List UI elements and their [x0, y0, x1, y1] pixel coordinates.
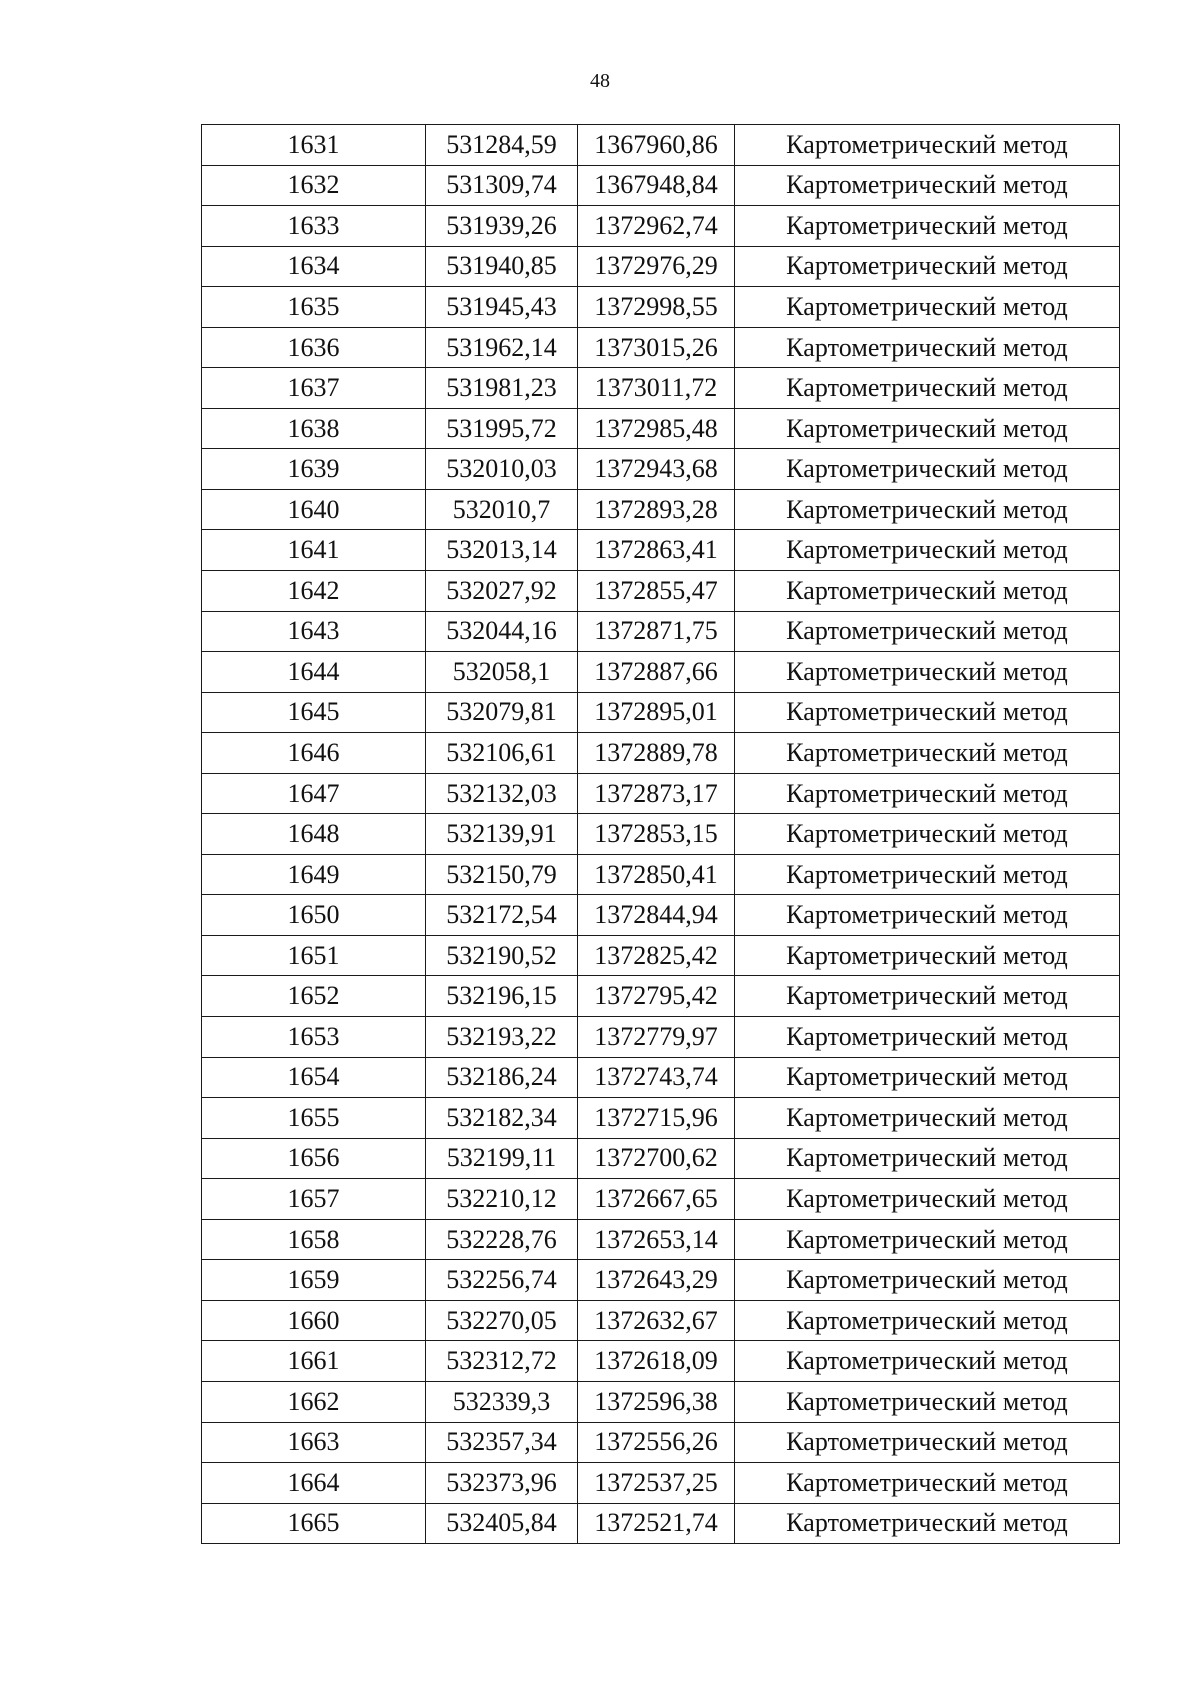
table-row [202, 1057, 1120, 1098]
x-coordinate-cell: 532150,79 [426, 854, 578, 895]
table-row [202, 814, 1120, 855]
y-coordinate-cell: 1372643,29 [578, 1260, 735, 1301]
method-cell: Картометрический метод [735, 1260, 1120, 1301]
point-number-cell: 1643 [202, 611, 426, 652]
method-cell: Картометрический метод [735, 733, 1120, 774]
method-cell: Картометрический метод [735, 773, 1120, 814]
x-coordinate-cell: 532182,34 [426, 1098, 578, 1139]
x-coordinate-cell: 531284,59 [426, 125, 578, 166]
table-row [202, 976, 1120, 1017]
point-number-cell: 1656 [202, 1138, 426, 1179]
point-number-cell: 1649 [202, 854, 426, 895]
y-coordinate-cell: 1372779,97 [578, 1017, 735, 1058]
y-coordinate-cell: 1372537,25 [578, 1463, 735, 1504]
table-row [202, 1422, 1120, 1463]
method-cell: Картометрический метод [735, 327, 1120, 368]
x-coordinate-cell: 532058,1 [426, 652, 578, 693]
method-cell: Картометрический метод [735, 1179, 1120, 1220]
x-coordinate-cell: 531940,85 [426, 246, 578, 287]
x-coordinate-cell: 532228,76 [426, 1219, 578, 1260]
y-coordinate-cell: 1372632,67 [578, 1300, 735, 1341]
table-row [202, 773, 1120, 814]
x-coordinate-cell: 531962,14 [426, 327, 578, 368]
table-row [202, 165, 1120, 206]
point-number-cell: 1631 [202, 125, 426, 166]
y-coordinate-cell: 1372998,55 [578, 287, 735, 328]
method-cell: Картометрический метод [735, 1017, 1120, 1058]
y-coordinate-cell: 1367948,84 [578, 165, 735, 206]
method-cell: Картометрический метод [735, 1381, 1120, 1422]
method-cell: Картометрический метод [735, 652, 1120, 693]
method-cell: Картометрический метод [735, 1300, 1120, 1341]
x-coordinate-cell: 532270,05 [426, 1300, 578, 1341]
y-coordinate-cell: 1372853,15 [578, 814, 735, 855]
point-number-cell: 1654 [202, 1057, 426, 1098]
x-coordinate-cell: 532186,24 [426, 1057, 578, 1098]
point-number-cell: 1659 [202, 1260, 426, 1301]
table-row [202, 246, 1120, 287]
y-coordinate-cell: 1372825,42 [578, 935, 735, 976]
point-number-cell: 1657 [202, 1179, 426, 1220]
x-coordinate-cell: 532357,34 [426, 1422, 578, 1463]
point-number-cell: 1651 [202, 935, 426, 976]
method-cell: Картометрический метод [735, 611, 1120, 652]
x-coordinate-cell: 532132,03 [426, 773, 578, 814]
page-number-container [0, 70, 1200, 93]
x-coordinate-cell: 532106,61 [426, 733, 578, 774]
method-cell: Картометрический метод [735, 895, 1120, 936]
point-number-cell: 1650 [202, 895, 426, 936]
method-cell: Картометрический метод [735, 1219, 1120, 1260]
x-coordinate-cell: 532196,15 [426, 976, 578, 1017]
y-coordinate-cell: 1372521,74 [578, 1503, 735, 1544]
x-coordinate-cell: 532312,72 [426, 1341, 578, 1382]
y-coordinate-cell: 1372873,17 [578, 773, 735, 814]
point-number-cell: 1635 [202, 287, 426, 328]
point-number-cell: 1637 [202, 368, 426, 409]
x-coordinate-cell: 531939,26 [426, 206, 578, 247]
x-coordinate-cell: 532044,16 [426, 611, 578, 652]
table-row [202, 125, 1120, 166]
table-row [202, 368, 1120, 409]
table-row [202, 1219, 1120, 1260]
table-row [202, 935, 1120, 976]
x-coordinate-cell: 532405,84 [426, 1503, 578, 1544]
table-row [202, 1503, 1120, 1544]
point-number-cell: 1652 [202, 976, 426, 1017]
method-cell: Картометрический метод [735, 976, 1120, 1017]
x-coordinate-cell: 532172,54 [426, 895, 578, 936]
y-coordinate-cell: 1372844,94 [578, 895, 735, 936]
method-cell: Картометрический метод [735, 449, 1120, 490]
x-coordinate-cell: 531945,43 [426, 287, 578, 328]
x-coordinate-cell: 532210,12 [426, 1179, 578, 1220]
point-number-cell: 1646 [202, 733, 426, 774]
y-coordinate-cell: 1372889,78 [578, 733, 735, 774]
table-row [202, 1463, 1120, 1504]
point-number-cell: 1655 [202, 1098, 426, 1139]
y-coordinate-cell: 1372618,09 [578, 1341, 735, 1382]
x-coordinate-cell: 532013,14 [426, 530, 578, 571]
y-coordinate-cell: 1372943,68 [578, 449, 735, 490]
y-coordinate-cell: 1372855,47 [578, 571, 735, 612]
x-coordinate-cell: 532256,74 [426, 1260, 578, 1301]
point-number-cell: 1658 [202, 1219, 426, 1260]
table-row [202, 1260, 1120, 1301]
point-number-cell: 1648 [202, 814, 426, 855]
x-coordinate-cell: 532190,52 [426, 935, 578, 976]
table-row [202, 1179, 1120, 1220]
table-row [202, 1098, 1120, 1139]
point-number-cell: 1640 [202, 489, 426, 530]
x-coordinate-cell: 531995,72 [426, 408, 578, 449]
point-number-cell: 1642 [202, 571, 426, 612]
table-row [202, 1341, 1120, 1382]
point-number-cell: 1664 [202, 1463, 426, 1504]
method-cell: Картометрический метод [735, 1057, 1120, 1098]
x-coordinate-cell: 532079,81 [426, 692, 578, 733]
point-number-cell: 1662 [202, 1381, 426, 1422]
table-row [202, 449, 1120, 490]
table-row [202, 733, 1120, 774]
method-cell: Картометрический метод [735, 1138, 1120, 1179]
method-cell: Картометрический метод [735, 489, 1120, 530]
x-coordinate-cell: 532373,96 [426, 1463, 578, 1504]
point-number-cell: 1633 [202, 206, 426, 247]
point-number-cell: 1641 [202, 530, 426, 571]
y-coordinate-cell: 1373015,26 [578, 327, 735, 368]
page-number: 48 [590, 70, 610, 92]
x-coordinate-cell: 532010,7 [426, 489, 578, 530]
method-cell: Картометрический метод [735, 814, 1120, 855]
x-coordinate-cell: 532139,91 [426, 814, 578, 855]
point-number-cell: 1653 [202, 1017, 426, 1058]
y-coordinate-cell: 1372887,66 [578, 652, 735, 693]
table-row [202, 408, 1120, 449]
coordinates-table-body [202, 125, 1120, 1544]
method-cell: Картометрический метод [735, 530, 1120, 571]
y-coordinate-cell: 1372743,74 [578, 1057, 735, 1098]
method-cell: Картометрический метод [735, 1503, 1120, 1544]
method-cell: Картометрический метод [735, 246, 1120, 287]
method-cell: Картометрический метод [735, 206, 1120, 247]
x-coordinate-cell: 532010,03 [426, 449, 578, 490]
table-row [202, 530, 1120, 571]
y-coordinate-cell: 1372850,41 [578, 854, 735, 895]
method-cell: Картометрический метод [735, 368, 1120, 409]
method-cell: Картометрический метод [735, 165, 1120, 206]
y-coordinate-cell: 1372985,48 [578, 408, 735, 449]
y-coordinate-cell: 1372715,96 [578, 1098, 735, 1139]
point-number-cell: 1638 [202, 408, 426, 449]
point-number-cell: 1634 [202, 246, 426, 287]
coordinates-table [201, 124, 1120, 1544]
point-number-cell: 1661 [202, 1341, 426, 1382]
table-row [202, 489, 1120, 530]
y-coordinate-cell: 1372700,62 [578, 1138, 735, 1179]
x-coordinate-cell: 532193,22 [426, 1017, 578, 1058]
method-cell: Картометрический метод [735, 935, 1120, 976]
point-number-cell: 1644 [202, 652, 426, 693]
table-row [202, 1381, 1120, 1422]
method-cell: Картометрический метод [735, 287, 1120, 328]
point-number-cell: 1660 [202, 1300, 426, 1341]
y-coordinate-cell: 1372893,28 [578, 489, 735, 530]
y-coordinate-cell: 1367960,86 [578, 125, 735, 166]
y-coordinate-cell: 1372556,26 [578, 1422, 735, 1463]
point-number-cell: 1639 [202, 449, 426, 490]
y-coordinate-cell: 1372653,14 [578, 1219, 735, 1260]
y-coordinate-cell: 1372871,75 [578, 611, 735, 652]
y-coordinate-cell: 1372962,74 [578, 206, 735, 247]
x-coordinate-cell: 532339,3 [426, 1381, 578, 1422]
y-coordinate-cell: 1372596,38 [578, 1381, 735, 1422]
point-number-cell: 1645 [202, 692, 426, 733]
method-cell: Картометрический метод [735, 854, 1120, 895]
point-number-cell: 1636 [202, 327, 426, 368]
method-cell: Картометрический метод [735, 1463, 1120, 1504]
table-row [202, 327, 1120, 368]
point-number-cell: 1665 [202, 1503, 426, 1544]
table-row [202, 692, 1120, 733]
table-row [202, 1138, 1120, 1179]
table-row [202, 895, 1120, 936]
table-row [202, 1017, 1120, 1058]
method-cell: Картометрический метод [735, 408, 1120, 449]
x-coordinate-cell: 531981,23 [426, 368, 578, 409]
table-row [202, 287, 1120, 328]
table-row [202, 652, 1120, 693]
y-coordinate-cell: 1372667,65 [578, 1179, 735, 1220]
y-coordinate-cell: 1372895,01 [578, 692, 735, 733]
point-number-cell: 1632 [202, 165, 426, 206]
table-row [202, 854, 1120, 895]
y-coordinate-cell: 1373011,72 [578, 368, 735, 409]
point-number-cell: 1663 [202, 1422, 426, 1463]
x-coordinate-cell: 532027,92 [426, 571, 578, 612]
method-cell: Картометрический метод [735, 1098, 1120, 1139]
method-cell: Картометрический метод [735, 571, 1120, 612]
x-coordinate-cell: 532199,11 [426, 1138, 578, 1179]
x-coordinate-cell: 531309,74 [426, 165, 578, 206]
method-cell: Картометрический метод [735, 1422, 1120, 1463]
table-row [202, 206, 1120, 247]
table-row [202, 611, 1120, 652]
method-cell: Картометрический метод [735, 125, 1120, 166]
table-row [202, 1300, 1120, 1341]
y-coordinate-cell: 1372795,42 [578, 976, 735, 1017]
method-cell: Картометрический метод [735, 692, 1120, 733]
method-cell: Картометрический метод [735, 1341, 1120, 1382]
table-row [202, 571, 1120, 612]
y-coordinate-cell: 1372976,29 [578, 246, 735, 287]
y-coordinate-cell: 1372863,41 [578, 530, 735, 571]
point-number-cell: 1647 [202, 773, 426, 814]
